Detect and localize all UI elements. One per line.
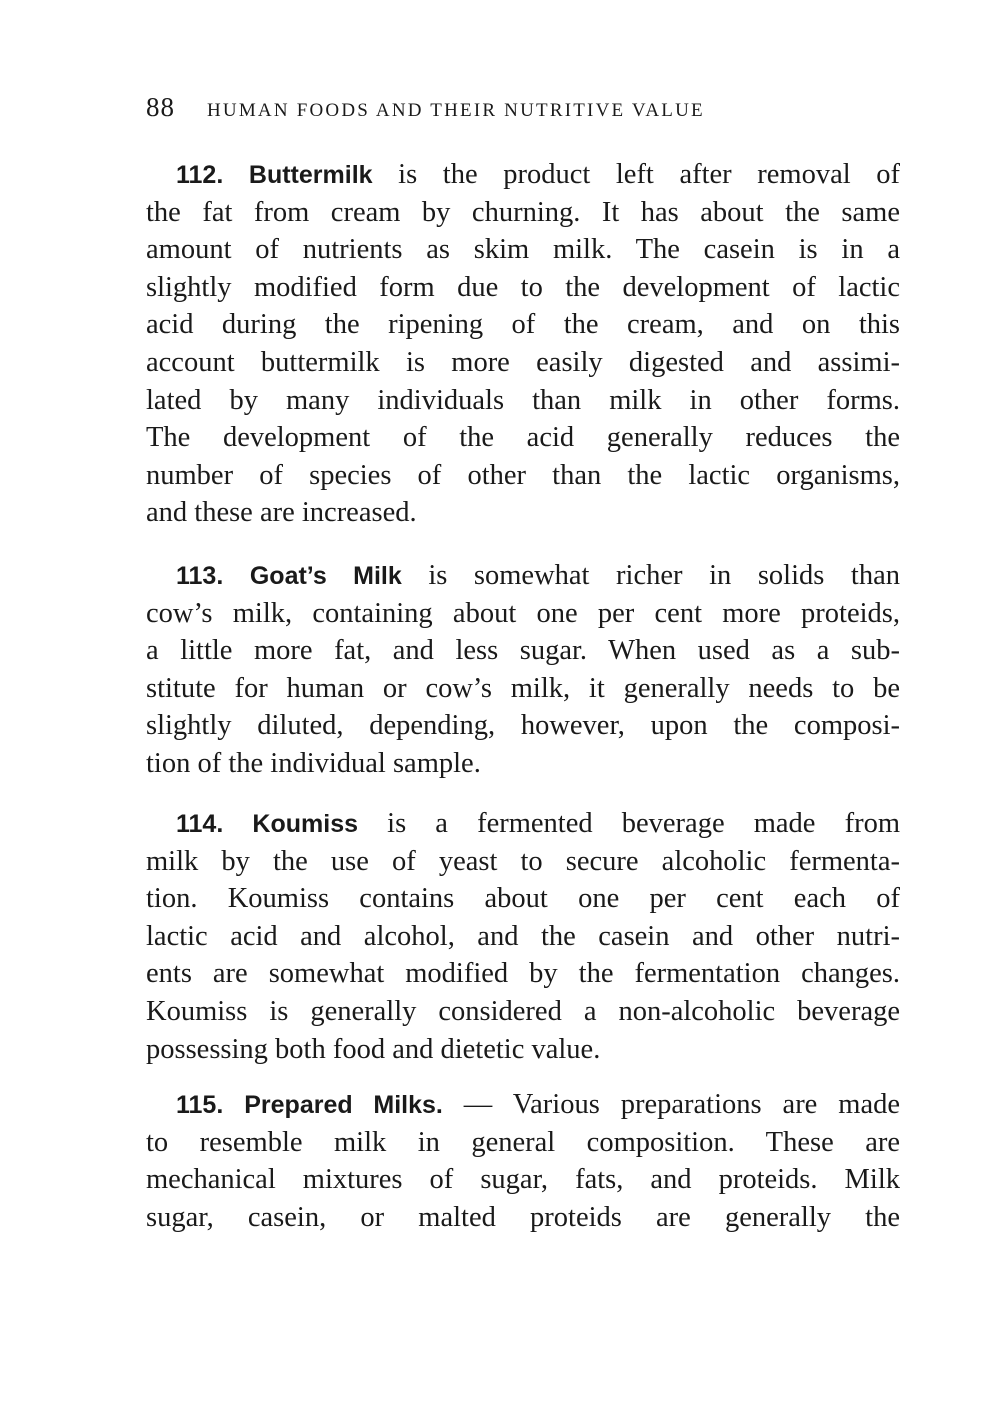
- paragraph-line: slightly diluted, depending, however, upon the composi-: [146, 710, 900, 742]
- paragraph-line: account buttermilk is more easily digested and assimi-: [146, 346, 900, 378]
- paragraph-line: lated by many individuals than milk in other forms.: [146, 384, 900, 416]
- paragraph-line: amount of nutrients as skim milk. The casein is in a: [146, 234, 900, 266]
- paragraph-line: to resemble milk in general composition. These are: [146, 1126, 900, 1158]
- paragraph-line: and these are increased.: [146, 497, 417, 529]
- paragraph-line: a little more fat, and less sugar. When used as a sub-: [146, 635, 900, 667]
- section-heading: Prepared Milks.: [244, 1091, 443, 1119]
- paragraph-line: [146, 557, 900, 595]
- paragraph-114-koumiss: [146, 805, 900, 1068]
- paragraph-line: slightly modified form due to the development of lactic: [146, 271, 900, 303]
- paragraph-line: [146, 805, 900, 843]
- paragraph-line: [146, 1086, 900, 1124]
- section-heading: Koumiss: [252, 810, 359, 838]
- paragraph-text: — Various preparations are made: [442, 1089, 900, 1120]
- paragraph-text: is the product left after removal of: [372, 159, 900, 190]
- paragraph-text: is somewhat richer in solids than: [401, 560, 900, 591]
- paragraph-line: stitute for human or cow’s milk, it generally needs to be: [146, 672, 900, 704]
- paragraph-line: Koumiss is generally considered a non-alcoholic beverage: [146, 995, 900, 1027]
- page-number: 88: [146, 92, 175, 122]
- paragraph-115-prepared-milks: [146, 1086, 900, 1236]
- paragraph-line: lactic acid and alcohol, and the casein and other nutri-: [146, 920, 900, 952]
- paragraph-112-buttermilk: [146, 156, 900, 532]
- paragraph-line: cow’s milk, containing about one per cent more proteids,: [146, 597, 900, 629]
- paragraph-text: is a fermented beverage made from: [358, 808, 900, 839]
- section-heading: Buttermilk: [248, 161, 373, 189]
- running-head: [146, 92, 846, 128]
- section-number: 113.: [176, 562, 224, 590]
- paragraph-line: [146, 156, 900, 194]
- paragraph-line: ents are somewhat modified by the fermentation changes.: [146, 958, 900, 990]
- paragraph-line: The development of the acid generally reduces the: [146, 422, 900, 454]
- section-heading: Goat’s Milk: [249, 562, 402, 590]
- section-number: 114.: [176, 810, 224, 838]
- paragraph-line: mechanical mixtures of sugar, fats, and proteids. Milk: [146, 1164, 900, 1196]
- paragraph-line: sugar, casein, or malted proteids are generally the: [146, 1201, 900, 1233]
- paragraph-line: possessing both food and dietetic value.: [146, 1033, 601, 1065]
- paragraph-line: tion of the individual sample.: [146, 747, 481, 779]
- paragraph-113-goats-milk: [146, 557, 900, 783]
- section-number: 112.: [176, 161, 224, 189]
- paragraph-line: milk by the use of yeast to secure alcoholic fermenta-: [146, 845, 900, 877]
- paragraph-line: tion. Koumiss contains about one per cent each of: [146, 883, 900, 915]
- section-number: 115.: [176, 1091, 224, 1119]
- paragraph-line: acid during the ripening of the cream, and on this: [146, 309, 900, 341]
- paragraph-line: the fat from cream by churning. It has about the same: [146, 196, 900, 228]
- running-title: HUMAN FOODS AND THEIR NUTRITIVE VALUE: [207, 100, 705, 121]
- paragraph-line: number of species of other than the lactic organisms,: [146, 459, 900, 491]
